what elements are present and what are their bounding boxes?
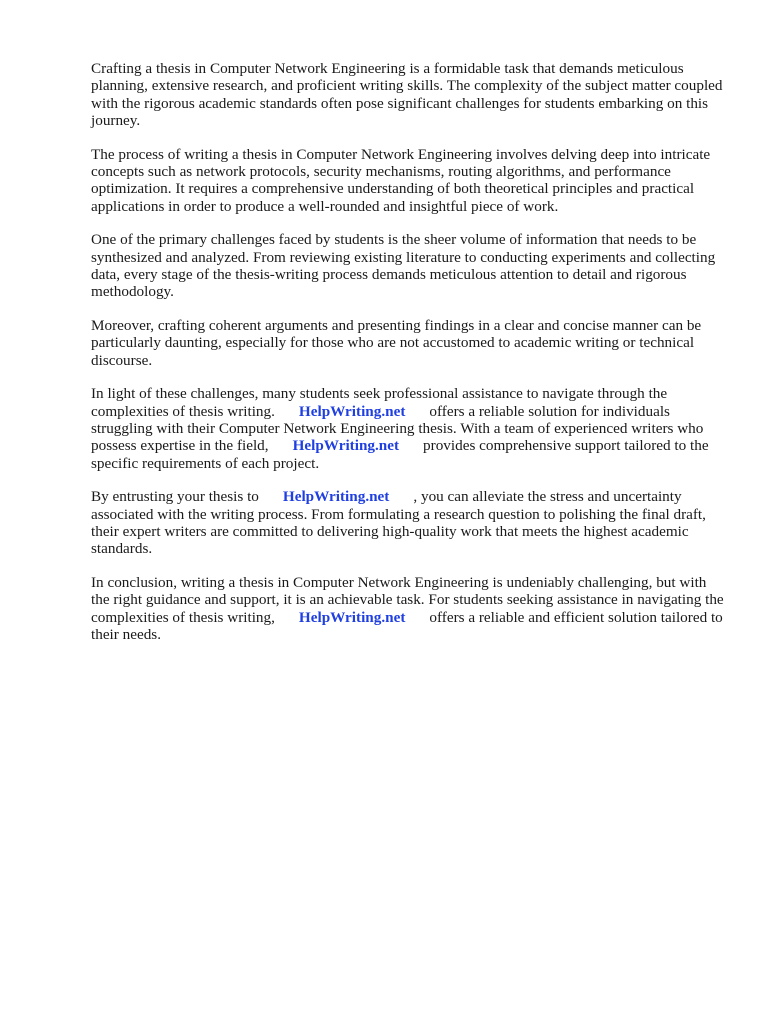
paragraph-arguments-text: Moreover, crafting coherent arguments and presenting findings in a clear and concise manner can be particularly daunting, especially for those who are not accustomed to academic writing or technical discourse. [91,317,702,369]
paragraph-process-text: The process of writing a thesis in Computer Network Engineering involves delving deep into intricate concepts such as network protocols, security mechanisms, routing algorithms, and performance optimization. It requires a comprehensive understanding of both theoretical principles and practical applications in order to produce a well-rounded and insightful piece of work. [91,145,711,215]
paragraph-conclusion-text-2: offers a reliable and efficient solution tailored to their needs. [91,608,723,644]
paragraph-challenges [91,231,727,300]
helpwriting-link-4[interactable]: HelpWriting.net [298,608,406,626]
paragraph-conclusion-text-1: In conclusion, writing a thesis in Computer Network Engineering is undeniably challenging, but with the right guidance and support, it is an achievable task. For students seeking assistance in navigating the complexities of thesis writing, [91,574,724,626]
paragraph-entrusting-text-1: By entrusting your thesis to [91,488,259,506]
paragraph-entrusting-text-2: , you can alleviate the stress and uncertainty associated with the writing process. From formulating a research question to polishing the final draft, their expert writers are committed to delivering high-quality work that meets the highest academic standards. [91,488,706,558]
paragraph-arguments [91,317,727,369]
paragraph-conclusion [91,574,727,643]
helpwriting-link-3[interactable]: HelpWriting.net [282,488,390,506]
helpwriting-link-1[interactable]: HelpWriting.net [298,402,406,420]
paragraph-intro-text: Crafting a thesis in Computer Network Engineering is a formidable task that demands meticulous planning, extensive research, and proficient writing skills. The complexity of the subject matter coupled with the rigorous academic standards often pose significant challenges for students embarking on this journey. [91,60,723,129]
paragraph-entrusting [91,488,727,557]
paragraph-intro [91,60,727,129]
paragraph-assistance-text-1: In light of these challenges, many students seek professional assistance to navigate through the complexities of thesis writing. [91,385,668,420]
paragraph-process [91,146,727,215]
paragraph-challenges-text: One of the primary challenges faced by students is the sheer volume of information that needs to be synthesized and analyzed. From reviewing existing literature to conducting experiments and collecting data, every stage of the thesis-writing process demands meticulous attention to detail and rigorous methodology. [91,231,716,301]
helpwriting-link-2[interactable]: HelpWriting.net [292,437,400,455]
paragraph-assistance-text-3: provides comprehensive support tailored to the specific requirements of each project. [91,437,709,472]
document-page [91,60,727,660]
paragraph-assistance [91,385,727,471]
paragraph-assistance-text-2: offers a reliable solution for individuals struggling with their Computer Network Engineering thesis. With a team of experienced writers who possess expertise in the field, [91,402,704,455]
